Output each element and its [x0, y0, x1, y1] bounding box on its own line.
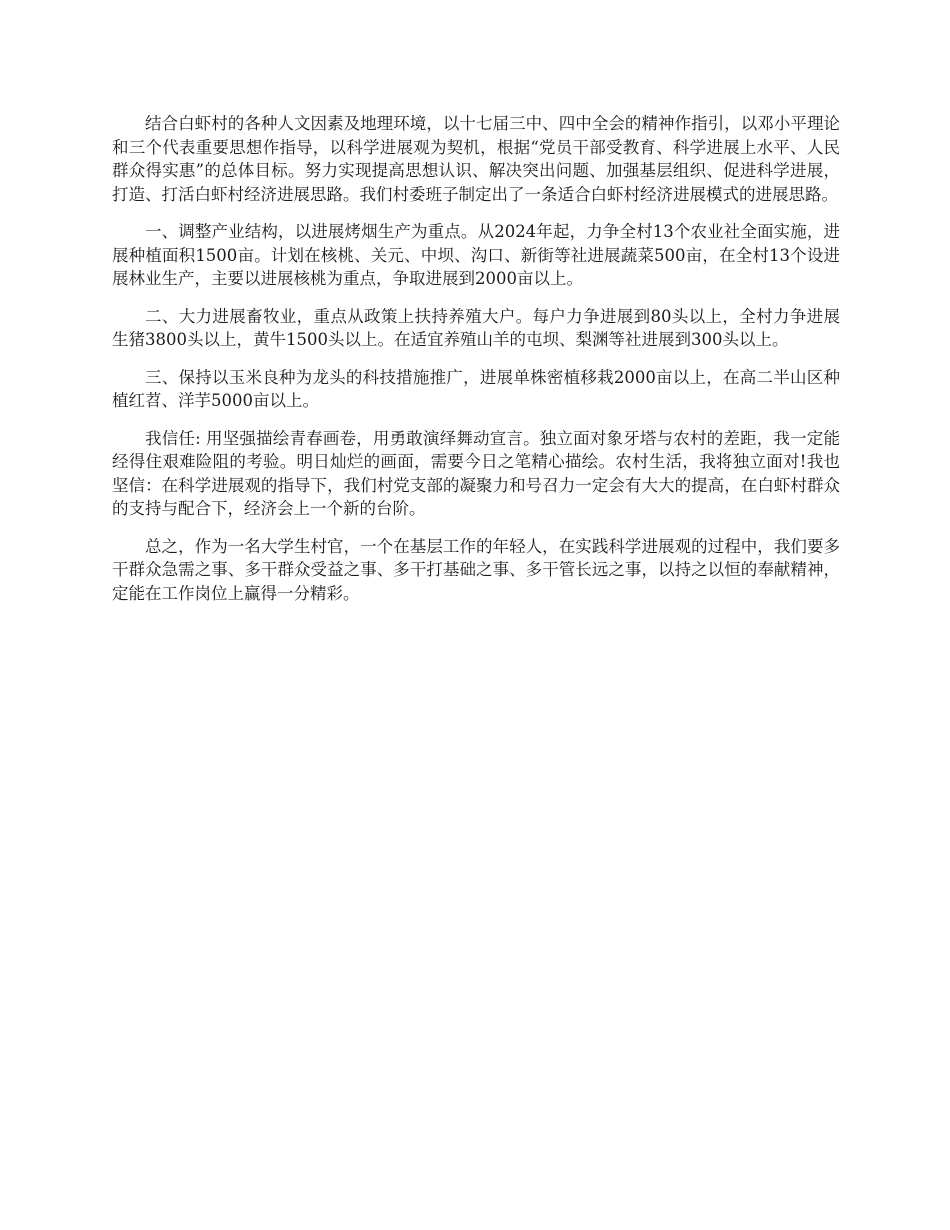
paragraph-intro: 结合白虾村的各种人文因素及地理环境，以十七届三中、四中全会的精神作指引，以邓小平理论和三个代表重要思想作指导，以科学进展观为契机，根据“党员干部受教育、科学进展上水平、人民群众得实惠”的总体目标。努力实现提高思想认识、解决突出问题、加强基层组织、促进科学进展，打造、打活白虾村经济进展思路。我们村委班子制定出了一条适合白虾村经济进展模式的进展思路。	[112, 114, 840, 204]
paragraph-industry: 一、调整产业结构，以进展烤烟生产为重点。从2024年起，力争全村13个农业社全面实施，进展种植面积1500亩。计划在核桃、关元、中坝、沟口、新街等社进展蔬菜500亩，在全村13个设进展林业生产，主要以进展核桃为重点，争取进展到2000亩以上。	[112, 222, 840, 288]
paragraph-technology: 三、保持以玉米良种为龙头的科技措施推广，进展单株密植移栽2000亩以上，在高二半山区种植红苕、洋芋5000亩以上。	[112, 367, 840, 410]
paragraph-belief: 我信任: 用坚强描绘青春画卷，用勇敢演绎舞动宣言。独立面对象牙塔与农村的差距，我一定能经得住艰难险阻的考验。明日灿烂的画面，需要今日之笔精心描绘。农村生活，我将独立面对!我也坚信：在科学进展观的指导下，我们村党支部的凝聚力和号召力一定会有大大的提高，在白虾村群众的支持与配合下，经济会上一个新的台阶。	[112, 428, 840, 518]
paragraph-conclusion: 总之，作为一名大学生村官，一个在基层工作的年轻人，在实践科学进展观的过程中，我们要多干群众急需之事、多干群众受益之事、多干打基础之事、多干管长远之事，以持之以恒的奉献精神，定能在工作岗位上赢得一分精彩。	[112, 536, 840, 603]
paragraph-livestock: 二、大力进展畜牧业，重点从政策上扶持养殖大户。每户力争进展到80头以上，全村力争进展生猪3800头以上，黄牛1500头以上。在适宜养殖山羊的屯坝、梨渊等社进展到300头以上。	[112, 306, 840, 349]
document-body	[112, 112, 840, 619]
